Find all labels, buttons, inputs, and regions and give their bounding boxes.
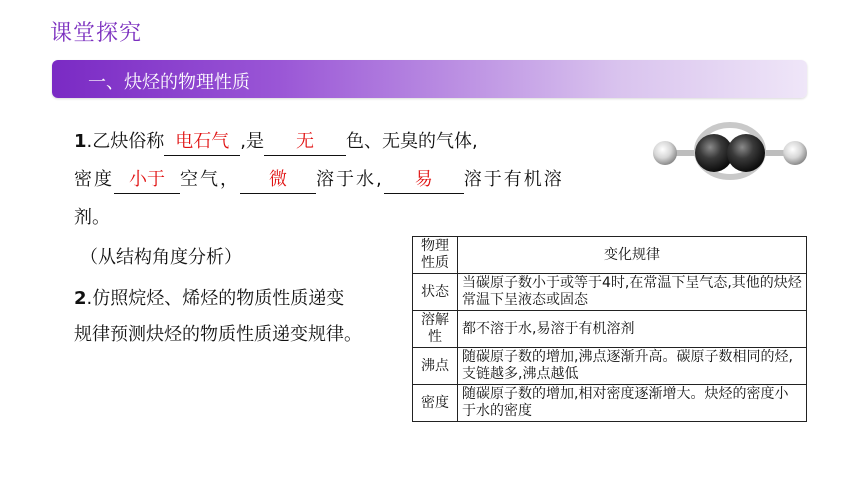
q1-text-3: 色、无臭的气体, — [346, 131, 478, 152]
answer-5: 易 — [414, 169, 433, 190]
row-property: 溶解性 — [413, 311, 458, 348]
row-property: 状态 — [413, 274, 458, 311]
header-property: 物理性质 — [413, 237, 458, 274]
section-banner-label: 一、炔烃的物理性质 — [88, 72, 250, 93]
answer-blank-5 — [384, 167, 464, 194]
hydrogen-atom-left — [653, 141, 677, 165]
answer-3: 小于 — [129, 169, 165, 190]
acetylene-molecule-model — [650, 118, 810, 188]
q2-text-1: .仿照烷烃、烯烃的物质性质递变 — [86, 288, 345, 309]
table-row — [413, 348, 807, 385]
question-2-line-2: 规律预测炔烃的物质性质递变规律。 — [74, 324, 362, 345]
section-banner — [52, 60, 807, 98]
question-2-line-1 — [74, 281, 344, 317]
q1-text-2: ,是 — [240, 131, 264, 152]
q1-text-7: 溶于有机溶 — [463, 169, 564, 190]
answer-2: 无 — [296, 131, 314, 152]
row-property: 沸点 — [413, 348, 458, 385]
question-1-line-3: 剂。 — [74, 207, 110, 228]
question-1-number: 1 — [74, 131, 87, 152]
table-header-row — [413, 237, 807, 274]
physical-properties-table — [412, 236, 807, 422]
analysis-note: （从结构角度分析） — [80, 247, 242, 268]
table-row — [413, 311, 807, 348]
table-row — [413, 274, 807, 311]
q1-text-4: 密度 — [74, 169, 114, 190]
q1-text-5: 空气， — [180, 169, 240, 190]
row-property: 密度 — [413, 385, 458, 422]
question-1-line-2 — [74, 162, 564, 198]
page-title: 课堂探究 — [50, 21, 143, 46]
answer-blank-4 — [240, 167, 316, 194]
question-2-number: 2 — [74, 288, 87, 309]
q1-text-6: 溶于水, — [316, 169, 384, 190]
carbon-atom-right — [727, 134, 765, 172]
answer-1: 电石气 — [175, 131, 230, 152]
q1-text-1: .乙炔俗称 — [86, 131, 165, 152]
header-rule: 变化规律 — [458, 237, 807, 274]
answer-4: 微 — [269, 169, 287, 190]
answer-blank-3 — [114, 167, 180, 194]
answer-blank-2 — [264, 129, 346, 156]
question-1-line-1 — [74, 124, 478, 160]
table-row — [413, 385, 807, 422]
hydrogen-atom-right — [783, 141, 807, 165]
row-rule: 当碳原子数小于或等于4时,在常温下呈气态,其他的炔烃常温下呈液态或固态 — [458, 274, 807, 311]
row-rule: 都不溶于水,易溶于有机溶剂 — [458, 311, 807, 348]
answer-blank-1 — [164, 129, 240, 156]
row-rule: 随碳原子数的增加,沸点逐渐升高。碳原子数相同的烃,支链越多,沸点越低 — [458, 348, 807, 385]
row-rule: 随碳原子数的增加,相对密度逐渐增大。炔烃的密度小于水的密度 — [458, 385, 807, 422]
